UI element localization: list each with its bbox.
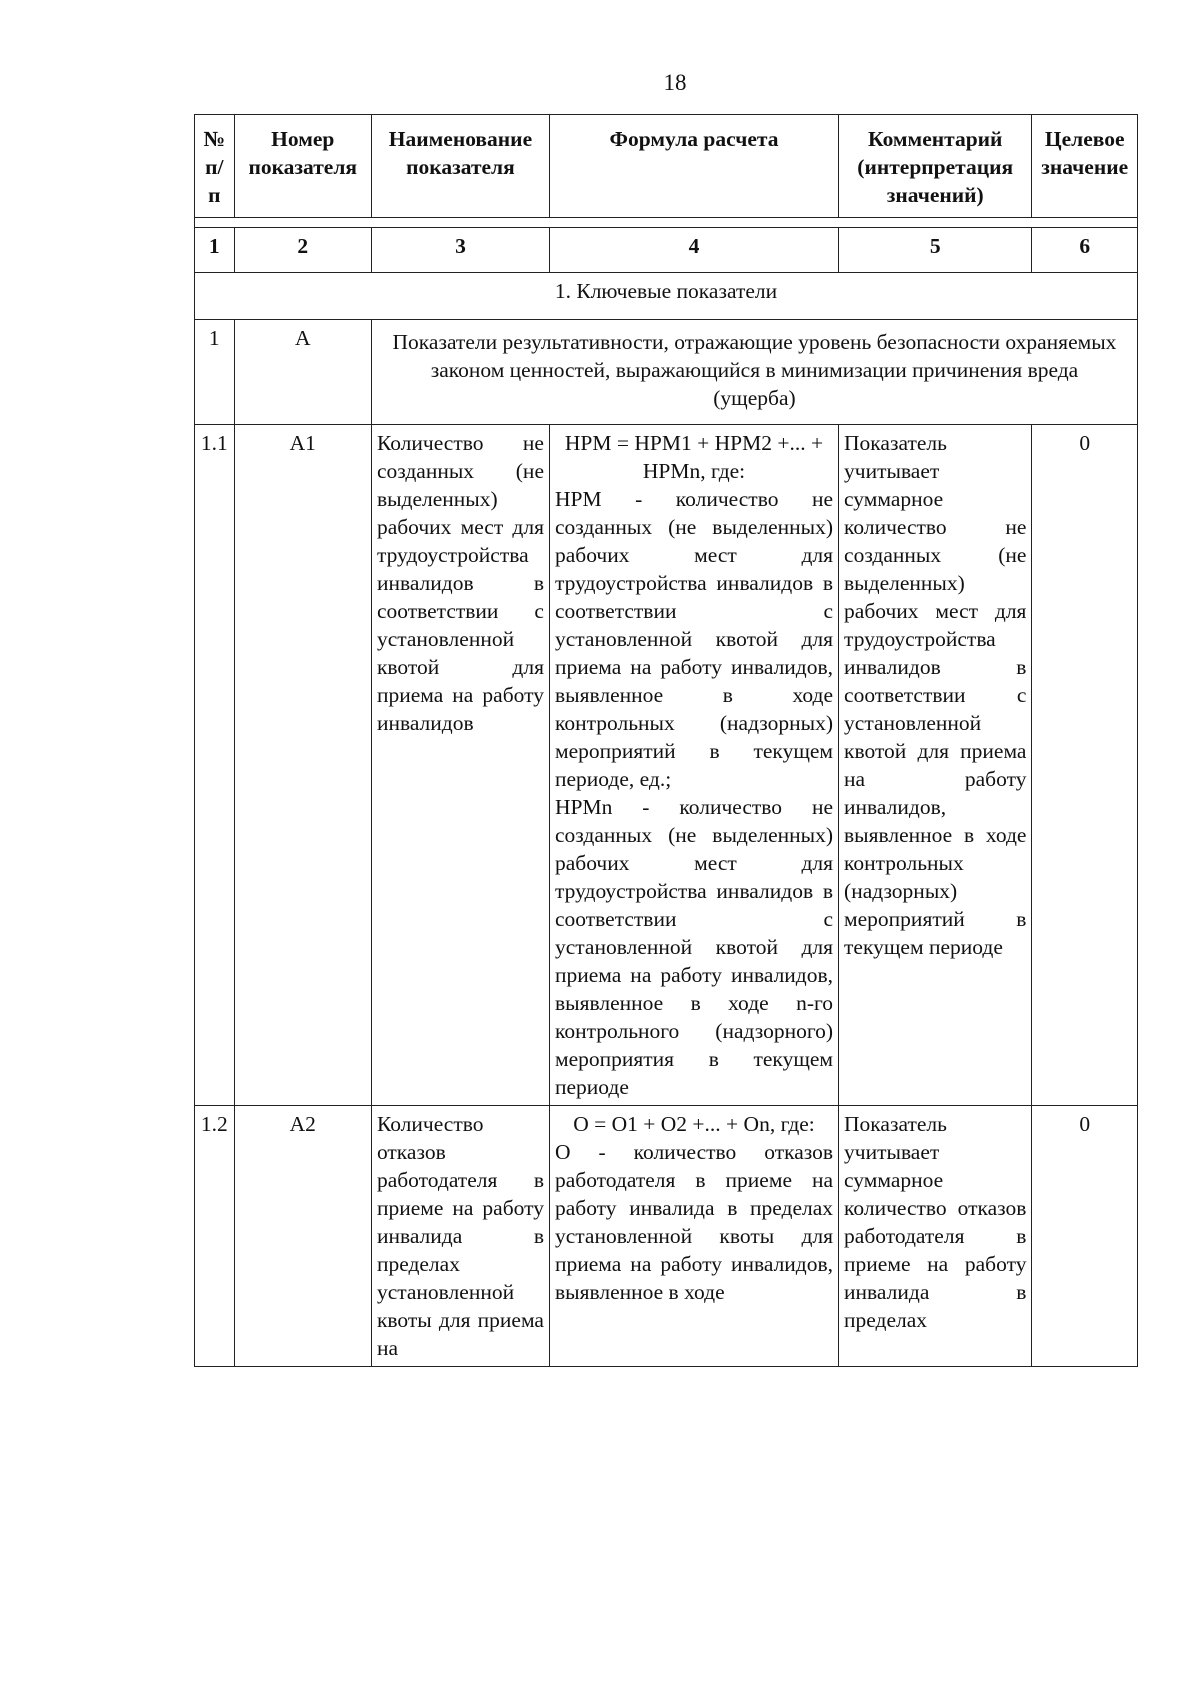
group-description: Показатели результативности, отражающие уровень безопасности охраняемых законом ценностей, выражающийся в минимизации причинения вреда (ущерба) — [371, 320, 1137, 425]
row-comment: Показатель учитывает суммарное количество не созданных (не выделенных) рабочих мест для трудоустройства инвалидов в соответствии с установленной квотой для приема на работу инвалидов, выявленное в ходе контрольных (надзорных) мероприятий в текущем периоде — [839, 425, 1032, 1106]
header-num: № п/п — [195, 115, 235, 218]
formula-line: НРМ - количество не созданных (не выделенных) рабочих мест для трудоустройства инвалидов в соответствии с установленной квотой для приема на работу инвалидов, выявленное в ходе контрольных (надзорных) мероприятий в текущем периоде, ед.; — [554, 487, 834, 791]
row-formula — [549, 425, 838, 1106]
column-number: 6 — [1032, 228, 1138, 273]
formula-line: НРМn - количество не созданных (не выделенных) рабочих мест для трудоустройства инвалидов в соответствии с установленной квотой для приема на работу инвалидов, выявленное в ходе n-го контрольного (надзорного) мероприятия в текущем периоде — [554, 795, 834, 1099]
page-number: 18 — [663, 70, 687, 95]
table-row — [195, 425, 1138, 1106]
row-code: А2 — [234, 1106, 371, 1367]
row-num: 1.1 — [195, 425, 235, 1106]
formula-head: О = О1 + О2 +... + Оn, где: — [573, 1112, 815, 1136]
row-comment: Показатель учитывает суммарное количество отказов работодателя в приеме на работу инвалида в пределах — [839, 1106, 1032, 1367]
column-number: 1 — [195, 228, 235, 273]
row-target: 0 — [1032, 1106, 1138, 1367]
row-num: 1.2 — [195, 1106, 235, 1367]
header-row — [195, 115, 1138, 218]
formula-head: НРМ = НРМ1 + НРМ2 +... + НРМn, где: — [564, 431, 824, 483]
column-number: 3 — [371, 228, 549, 273]
column-number: 5 — [839, 228, 1032, 273]
group-num: 1 — [195, 320, 235, 425]
header-code: Номер показателя — [234, 115, 371, 218]
group-row — [195, 320, 1138, 425]
row-formula — [549, 1106, 838, 1367]
column-number-row — [195, 228, 1138, 273]
section-title: 1. Ключевые показатели — [195, 273, 1138, 320]
indicators-table — [194, 114, 1138, 1367]
header-separator — [195, 218, 1138, 228]
row-target: 0 — [1032, 425, 1138, 1106]
row-name: Количество не созданных (не выделенных) рабочих мест для трудоустройства инвалидов в соответствии с установленной квотой для приема на работу инвалидов — [371, 425, 549, 1106]
header-target: Целевое значение — [1032, 115, 1138, 218]
column-number: 4 — [549, 228, 838, 273]
section-row — [195, 273, 1138, 320]
row-code: А1 — [234, 425, 371, 1106]
formula-line: О - количество отказов работодателя в приеме на работу инвалида в пределах установленной квоты для приема на работу инвалидов, выявленное в ходе — [554, 1140, 834, 1304]
group-code: А — [234, 320, 371, 425]
header-comment: Комментарий (интерпретация значений) — [839, 115, 1032, 218]
table-row — [195, 1106, 1138, 1367]
header-formula: Формула расчета — [549, 115, 838, 218]
row-name: Количество отказов работодателя в приеме на работу инвалида в пределах установленной квоты для приема на — [371, 1106, 549, 1367]
header-name: Наименование показателя — [371, 115, 549, 218]
column-number: 2 — [234, 228, 371, 273]
